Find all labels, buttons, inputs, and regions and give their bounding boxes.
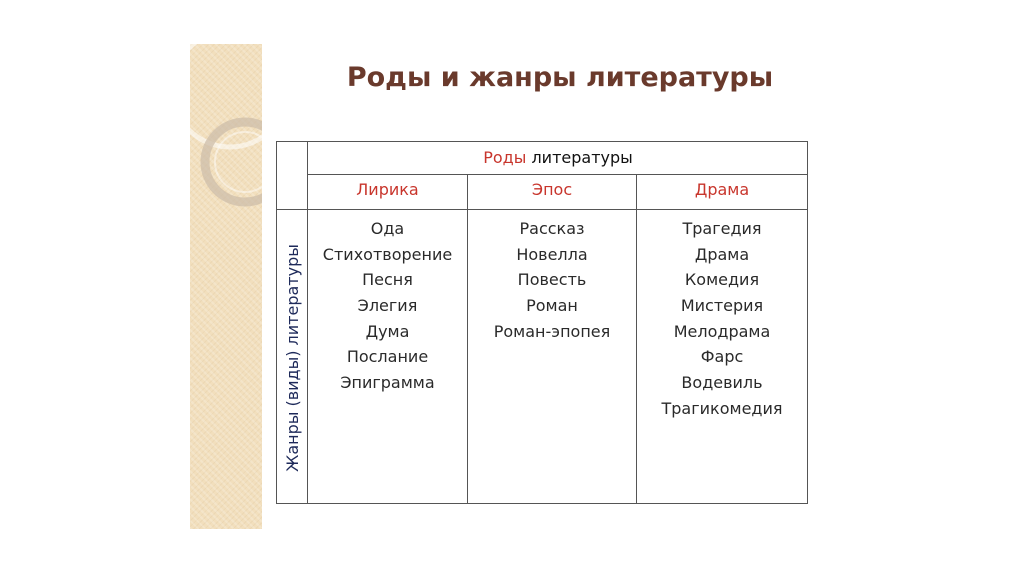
list-item: Фарс — [700, 347, 744, 367]
list-item: Комедия — [684, 270, 760, 290]
list-item: Драма — [694, 244, 750, 264]
list-item: Трагедия — [682, 219, 762, 238]
list-item: Ода — [370, 219, 405, 238]
column-header-epic: Эпос — [531, 180, 573, 199]
slide-title: Роды и жанры литературы — [346, 62, 774, 93]
list-item: Рассказ — [519, 219, 585, 238]
column-header-drama: Драма — [694, 180, 750, 199]
list-item: Послание — [346, 347, 429, 367]
list-item: Песня — [362, 270, 413, 290]
list-item: Водевиль — [681, 373, 763, 393]
list-item: Дума — [365, 321, 410, 341]
genre-list-lyric — [308, 216, 467, 396]
list-item: Элегия — [357, 296, 418, 316]
column-header-lyric: Лирика — [356, 180, 419, 199]
list-item: Трагикомедия — [661, 398, 783, 418]
table-header-accent: Роды — [483, 148, 527, 167]
side-label-genres: Жанры (виды) литературы — [283, 244, 302, 472]
list-item: Мистерия — [680, 296, 764, 316]
list-item: Повесть — [517, 270, 587, 290]
table-header-rest: литературы — [526, 148, 633, 167]
list-item: Стихотворение — [322, 244, 453, 264]
table-header-rody — [308, 148, 808, 167]
list-item: Роман — [526, 296, 578, 316]
genre-list-drama — [637, 216, 807, 422]
list-item: Роман-эпопея — [493, 321, 611, 341]
list-item: Новелла — [516, 244, 588, 264]
list-item: Эпиграмма — [340, 373, 435, 393]
list-item: Мелодрама — [673, 321, 771, 341]
genre-list-epic — [468, 216, 636, 344]
